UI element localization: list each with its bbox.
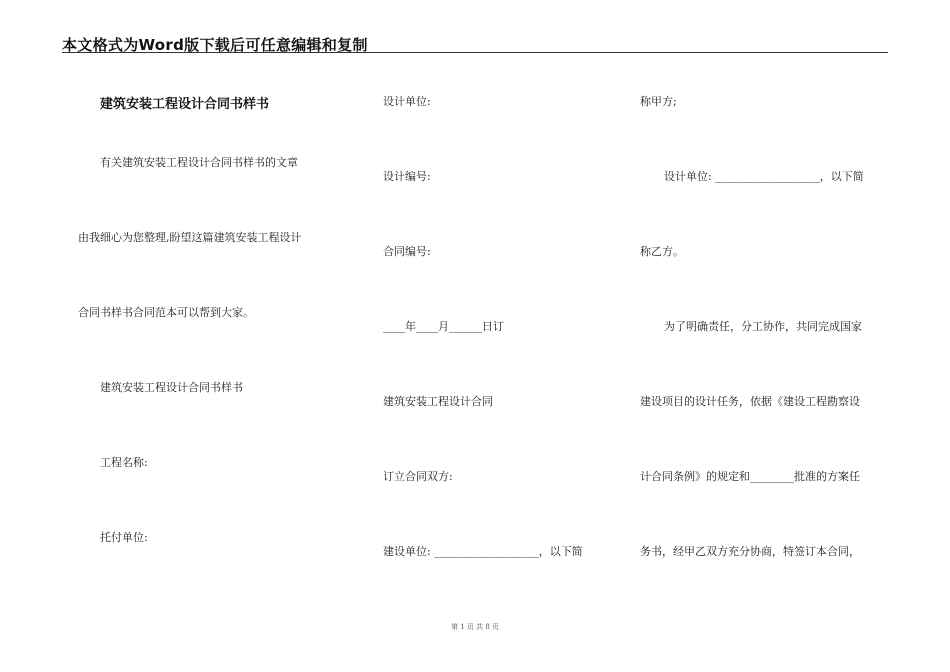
paragraph-line: 订立合同双方: bbox=[383, 470, 453, 483]
paragraph-line: ____年____月______日订 bbox=[383, 320, 504, 333]
paragraph-line: 计合同条例》的规定和________批准的方案任 bbox=[640, 470, 860, 483]
document-header: 本文格式为Word版下载后可任意编辑和复制 bbox=[62, 36, 368, 54]
paragraph-line: 建设项目的设计任务，依据《建设工程勘察设 bbox=[640, 395, 860, 408]
paragraph-line: 建筑安装工程设计合同 bbox=[383, 395, 493, 408]
paragraph-line: 托付单位: bbox=[100, 531, 148, 544]
paragraph-line: 合同编号: bbox=[383, 245, 431, 258]
paragraph-line: 设计单位: ___________________，以下简 bbox=[664, 170, 864, 183]
paragraph-line: 称乙方。 bbox=[640, 245, 684, 258]
paragraph-line: 设计单位: bbox=[383, 95, 431, 108]
document-title: 建筑安装工程设计合同书样书 bbox=[100, 97, 270, 112]
paragraph-line: 由我细心为您整理,盼望这篇建筑安装工程设计 bbox=[78, 231, 302, 244]
paragraph-line: 为了明确责任，分工协作，共同完成国家 bbox=[664, 320, 862, 333]
paragraph-line: 设计编号: bbox=[383, 170, 431, 183]
paragraph-line: 合同书样书合同范本可以帮到大家。 bbox=[78, 306, 254, 319]
paragraph-line: 有关建筑安装工程设计合同书样书的文章 bbox=[100, 156, 298, 169]
paragraph-line: 工程名称: bbox=[100, 456, 148, 469]
header-divider bbox=[62, 52, 888, 53]
paragraph-line: 务书，经甲乙双方充分协商，特签订本合同， bbox=[640, 545, 860, 558]
paragraph-line: 建筑安装工程设计合同书样书 bbox=[100, 381, 243, 394]
paragraph-line: 建设单位: ___________________，以下简 bbox=[383, 545, 583, 558]
paragraph-line: 称甲方; bbox=[640, 95, 677, 108]
page-number: 第 1 页 共 8 页 bbox=[450, 623, 500, 631]
